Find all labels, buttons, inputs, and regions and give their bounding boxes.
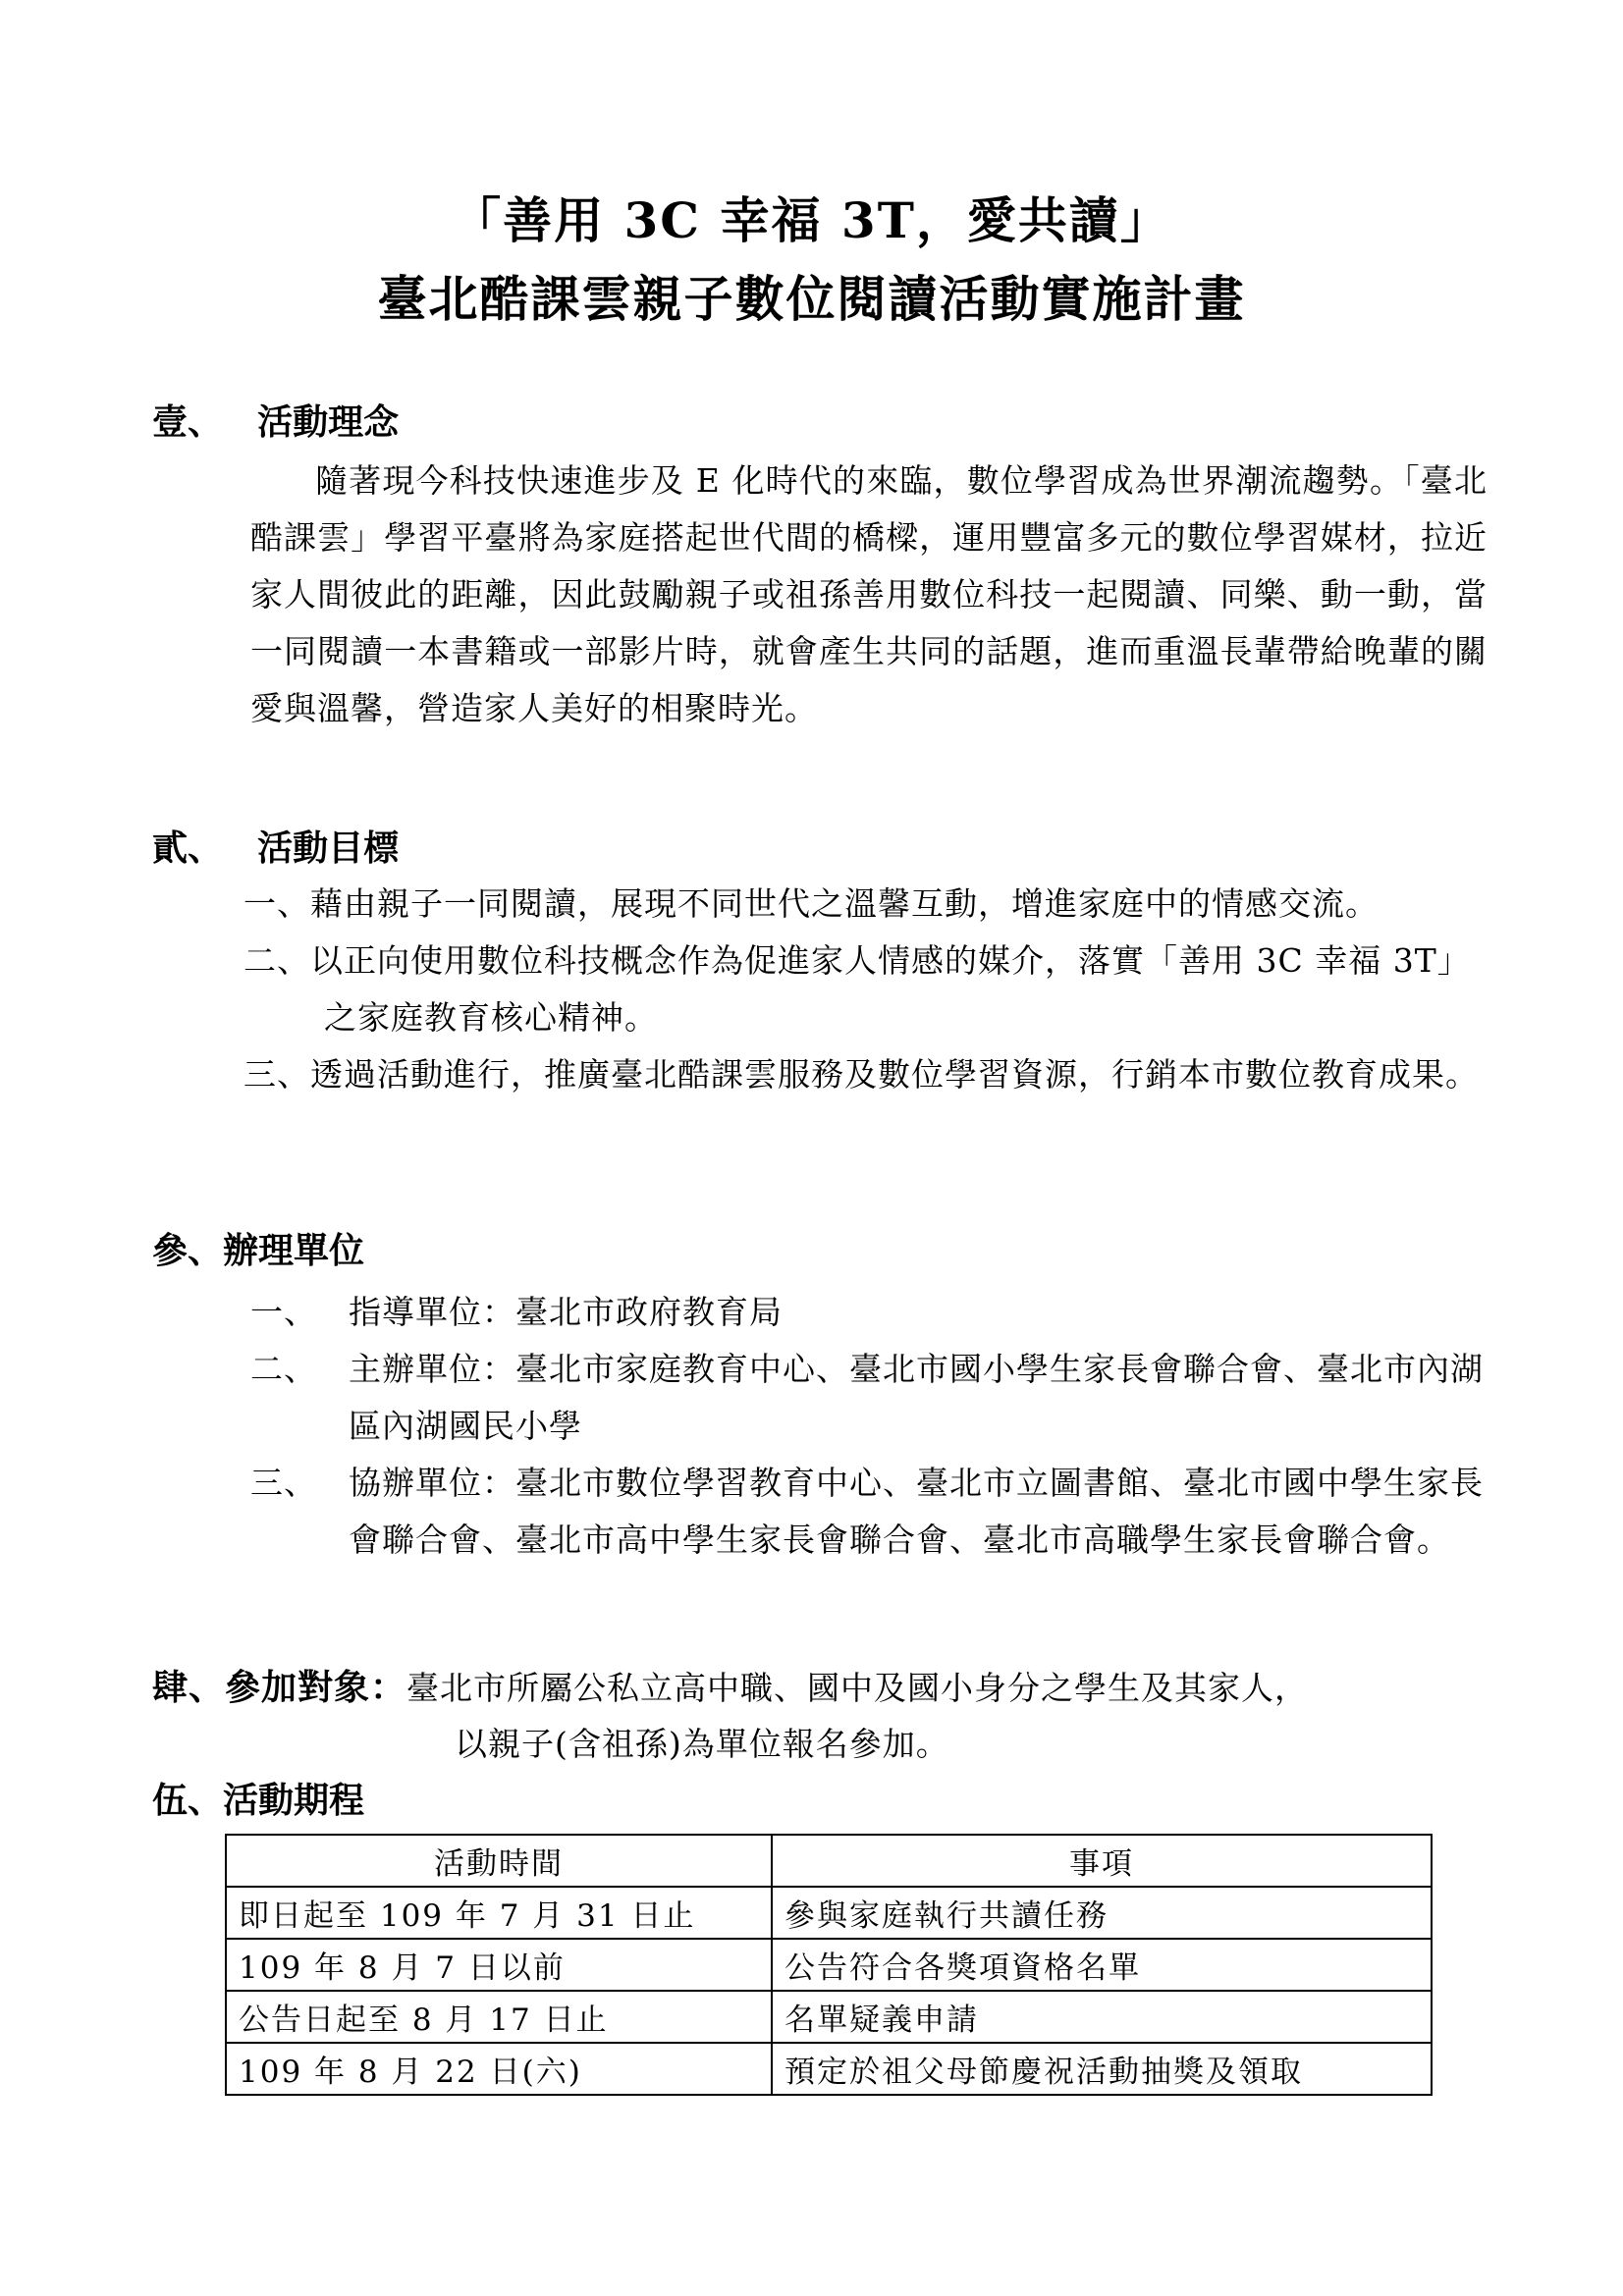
table-row xyxy=(226,1991,1432,2043)
list-item xyxy=(250,1341,1497,1455)
section-1-paragraph xyxy=(250,453,1488,737)
section-heading-2 xyxy=(152,827,399,870)
table-header-cell: 活動時間 xyxy=(226,1835,772,1887)
list-item-number: 二、 xyxy=(250,1350,317,1388)
list-item xyxy=(250,1284,1497,1341)
table-header-row xyxy=(226,1835,1432,1887)
section-heading-1 xyxy=(152,400,399,444)
section-title: 活動理念 xyxy=(257,401,400,443)
table-cell: 參與家庭執行共讀任務 xyxy=(772,1887,1432,1939)
table-cell: 即日起至 109 年 7 月 31 日止 xyxy=(226,1887,772,1939)
section-number: 壹、 xyxy=(152,401,224,443)
philosophy-paragraph: 隨著現今科技快速進步及 E 化時代的來臨，數位學習成為世界潮流趨勢。「臺北酷課雲」學習平臺將為家庭搭起世代間的橋樑，運用豐富多元的數位學習媒材，拉近家人間彼此的距離，因此鼓勵親子或祖孫善用數位科技一起閱讀、同樂、動一動，當一同閱讀一本書籍或一部影片時，就會產生共同的話題，進而重溫長輩帶給晚輩的關愛與溫馨，營造家人美好的相聚時光。 xyxy=(250,461,1488,727)
section-title: 活動目標 xyxy=(257,828,400,869)
objectives-list xyxy=(243,876,1490,1103)
table-header-cell: 事項 xyxy=(772,1835,1432,1887)
participants-text-line-2: 以親子(含祖孫)為單位報名參加。 xyxy=(455,1725,949,1763)
table-row xyxy=(226,2043,1432,2095)
section-heading-5: 伍、活動期程 xyxy=(152,1780,365,1821)
list-item-text: 協辦單位：臺北市數位學習教育中心、臺北市立圖書館、臺北市國中學生家長會聯合會、臺北市高中學生家長會聯合會、臺北市高職學生家長會聯合會。 xyxy=(349,1464,1484,1559)
schedule-table xyxy=(225,1834,1433,2096)
table-cell: 109 年 8 月 22 日(六) xyxy=(226,2043,772,2095)
table-cell: 109 年 8 月 7 日以前 xyxy=(226,1939,772,1991)
participants-text-line-1: 臺北市所屬公私立高中職、國中及國小身分之學生及其家人， xyxy=(406,1669,1309,1707)
table-cell: 預定於祖父母節慶祝活動抽獎及領取 xyxy=(772,2043,1432,2095)
section-heading-4: 肆、參加對象： xyxy=(152,1667,407,1708)
section-heading-3: 參、辦理單位 xyxy=(152,1230,365,1271)
list-item: 三、透過活動進行，推廣臺北酷課雲服務及數位學習資源，行銷本市數位教育成果。 xyxy=(243,1055,1479,1094)
list-item xyxy=(250,1455,1497,1569)
table-row xyxy=(226,1887,1432,1939)
table-row xyxy=(226,1939,1432,1991)
participants-row xyxy=(152,1659,1507,1717)
list-item-number: 一、 xyxy=(250,1293,317,1331)
list-item-text: 指導單位：臺北市政府教育局 xyxy=(349,1293,783,1331)
list-item-number: 三、 xyxy=(250,1464,317,1502)
section-number: 貳、 xyxy=(152,828,224,869)
table-cell: 公告日起至 8 月 17 日止 xyxy=(226,1991,772,2043)
table-cell: 名單疑義申請 xyxy=(772,1991,1432,2043)
list-item: 一、藉由親子一同閱讀，展現不同世代之溫馨互動，增進家庭中的情感交流。 xyxy=(243,884,1379,923)
table-cell: 公告符合各獎項資格名單 xyxy=(772,1939,1432,1991)
list-item: 二、以正向使用數位科技概念作為促進家人情感的媒介，落實「善用 3C 幸福 3T」之家庭教育核心精神。 xyxy=(243,941,1471,1037)
organizers-list xyxy=(250,1284,1497,1569)
document-title-line-2: 臺北酷課雲親子數位閱讀活動實施計畫 xyxy=(377,270,1246,328)
list-item-text: 主辦單位：臺北市家庭教育中心、臺北市國小學生家長會聯合會、臺北市內湖區內湖國民小學 xyxy=(349,1350,1484,1445)
document-title-line-1: 「善用 3C 幸福 3T，愛共讀」 xyxy=(452,191,1171,249)
